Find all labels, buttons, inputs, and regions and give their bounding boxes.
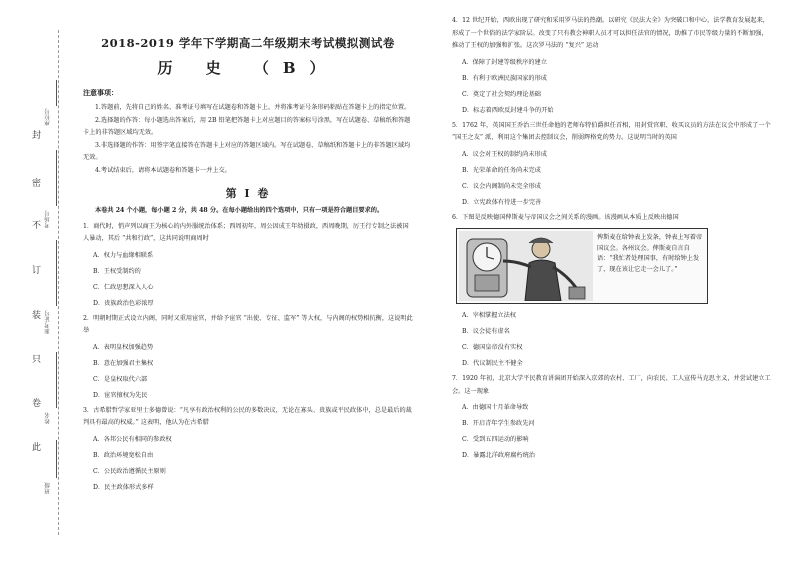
- name-line: [56, 352, 57, 408]
- option-b: B．有利于欧洲民族国家的形成: [462, 74, 547, 82]
- class-field: 班级: [45, 482, 51, 494]
- option-d: D．标志着西欧反封建斗争的开始: [462, 106, 554, 114]
- option-c: C．仁政思想深入人心: [93, 283, 154, 291]
- option-c: C．议会内阁制尚未完全形成: [462, 182, 541, 190]
- option-a: A．保障了封建等级秩序的建立: [462, 58, 547, 66]
- notice-heading: 注意事项：: [83, 88, 118, 97]
- option-b: B．开启青年学生参政先河: [462, 420, 535, 427]
- binding-dashed-line: [58, 30, 59, 535]
- question-stem: 2．明朝时期正式设立内阁，同时又重用宦官，并给予宦官 “出使、专征、监军” 等大权，与内阁的权势相抗衡，这说明此举: [83, 314, 413, 334]
- notice-item: 4.考试结束后，请将本试题卷和答题卡一并上交。: [95, 166, 231, 174]
- option-d: D．暴露北洋政府腐朽统治: [462, 452, 536, 459]
- option-a: A．各邦公民有相同的参政权: [93, 435, 172, 443]
- seal-char: 封: [32, 131, 42, 141]
- option-d: D．宦官擅权为先民: [93, 391, 148, 399]
- option-b: B．王权受制约的: [93, 267, 141, 275]
- bismarck-cartoon: [456, 228, 708, 304]
- question-stem: 7．1920 年初，北京大学平民教育讲演团开始深入京郊的农村、工厂，向农民、工人宣传马克思主义，并尝试建立工会。这一现象: [452, 375, 771, 395]
- question-3: [83, 405, 413, 494]
- option-d: D．民主政体形式多样: [93, 483, 154, 491]
- seat-number-line: [56, 80, 57, 106]
- question-stem: 4．12 世纪开始，西欧出现了研究和采用罗马法的热潮。以研究《民法大全》为突破口和中心，法学教育发展起来，形成了一个世俗的法学家阶层。改变了只有教会神职人员才可以担任法官的情况，助推了市民等级力量的不断加强，推动了王权的加强和扩张。这次罗马法的 “复兴” 运动: [452, 17, 769, 49]
- question-stem: 3．古希腊哲学家亚里士多德曾说：“凡享有政治权利的公民的多数决议，无论在寡头、贵族或平民政体中，总是最后的裁判具有最高的权威。” 这表明，他认为在古希腊: [83, 406, 412, 426]
- option-b: B．意在加强君主集权: [93, 359, 154, 367]
- exam-subject: 历 史 （B）: [157, 59, 339, 77]
- question-4: [452, 15, 772, 117]
- option-b: B．政治环境宽松自由: [93, 451, 154, 459]
- admission-number-line: [56, 240, 57, 306]
- seal-char: 装: [32, 311, 42, 321]
- left-column: [83, 35, 413, 494]
- exam-room-line: [56, 150, 57, 206]
- admission-number-field: 准考证号: [45, 310, 51, 334]
- part-one-title: 第 Ⅰ 卷: [225, 187, 271, 200]
- question-stem: 5．1762 年，英国国王乔治三世任命他的老师布特伯爵担任首相，用封赏官职、收买议员的方法在议会中形成了一个 “国王之友” 派，利用这个集团去控制议会，削弱辉格党的势力。这说明当时的英国: [452, 121, 771, 141]
- cartoon-illustration: [459, 231, 593, 301]
- cartoon-caption: 俾斯麦在给钟表上发条，钟表上写着帝国议会。各州议会。俾斯麦自言自语：“我忙者处理国事，有时给钟上发了，现在该让它走一会儿了。”: [597, 234, 703, 273]
- seal-char: 此: [32, 443, 42, 453]
- seal-char: 密: [32, 179, 42, 189]
- question-6: [452, 212, 772, 371]
- right-column: [452, 12, 772, 462]
- question-5: [452, 120, 772, 209]
- seat-number-field: 座位号: [45, 108, 51, 126]
- seal-char: 只: [32, 355, 42, 365]
- question-stem: 1．商代时，悄声列以商王为核心的内外服统治体系；西周初年，周公因成王年幼摄政，西周晚期，厉王行专制之法被国人暴动，其后 “共和行政”，这共同说明商周时: [83, 222, 409, 242]
- option-c: C．公民政治遵循民主原则: [93, 467, 166, 475]
- option-a: A．权力与血缘相联系: [93, 251, 154, 259]
- option-b: B．光荣革命的任务尚未完成: [462, 166, 541, 174]
- exam-room-field: 考场号: [45, 210, 51, 228]
- seal-char: 不: [32, 221, 42, 231]
- binding-margin: [0, 0, 80, 562]
- seal-char: 卷: [32, 399, 42, 409]
- option-c: C．德国皇帝没有实权: [462, 344, 523, 351]
- option-a: A．议会对王权的制约尚未形成: [462, 150, 547, 158]
- option-a: A．表明皇权加强趋势: [93, 343, 154, 351]
- option-d: D．代议制民主不健全: [462, 360, 523, 367]
- seal-char: 订: [32, 266, 42, 276]
- name-field: 姓名: [45, 412, 51, 424]
- option-a: A．宰相掌握立法权: [462, 312, 516, 319]
- notice-item: 3.非选择题的作答：用签字笔直接答在答题卡上对应的答题区域内。写在试题卷、草稿纸和答题卡上的非答题区域均无效。: [83, 141, 411, 161]
- notice-item: 2.选择题的作答：每小题选出答案后，用 2B 铅笔把答题卡上对应题目的答案标号涂黑，写在试题卷、草稿纸和答题卡上的非答题区域均无效。: [83, 116, 411, 136]
- class-line: [56, 440, 57, 478]
- question-2: [83, 313, 413, 402]
- option-b: B．议会徒有虚名: [462, 328, 510, 335]
- option-c: C．受到五四运动的影响: [462, 436, 529, 443]
- option-d: D．立宪政体有待进一步完善: [462, 198, 542, 206]
- option-c: C．奠定了社会契约理论基础: [462, 90, 541, 98]
- question-7: [452, 373, 772, 462]
- notice-item: 1.答题前，先将自己的姓名、准考证号填写在试题卷和答题卡上，并将准考证号条形码粘贴在答题卡上的指定位置。: [95, 104, 411, 111]
- exam-title: 2018-2019 学年下学期高二年级期末考试模拟测试卷: [101, 36, 395, 50]
- notice-section: [83, 88, 413, 177]
- option-a: A．由德国十月革命导致: [462, 404, 529, 411]
- question-stem: 6．下图是反映德国俾斯麦与帝国议会之间关系的漫画。该漫画从本质上反映出德国: [452, 213, 679, 221]
- option-c: C．是皇权取代六部: [93, 375, 148, 383]
- part-one-description: 本卷共 24 个小题，每小题 2 分，共 48 分。在每小题给出的四个选项中，只有一项是符合题目要求的。: [95, 207, 384, 214]
- question-1: [83, 221, 413, 310]
- option-d: D．贵族政治色彩浓厚: [93, 299, 154, 307]
